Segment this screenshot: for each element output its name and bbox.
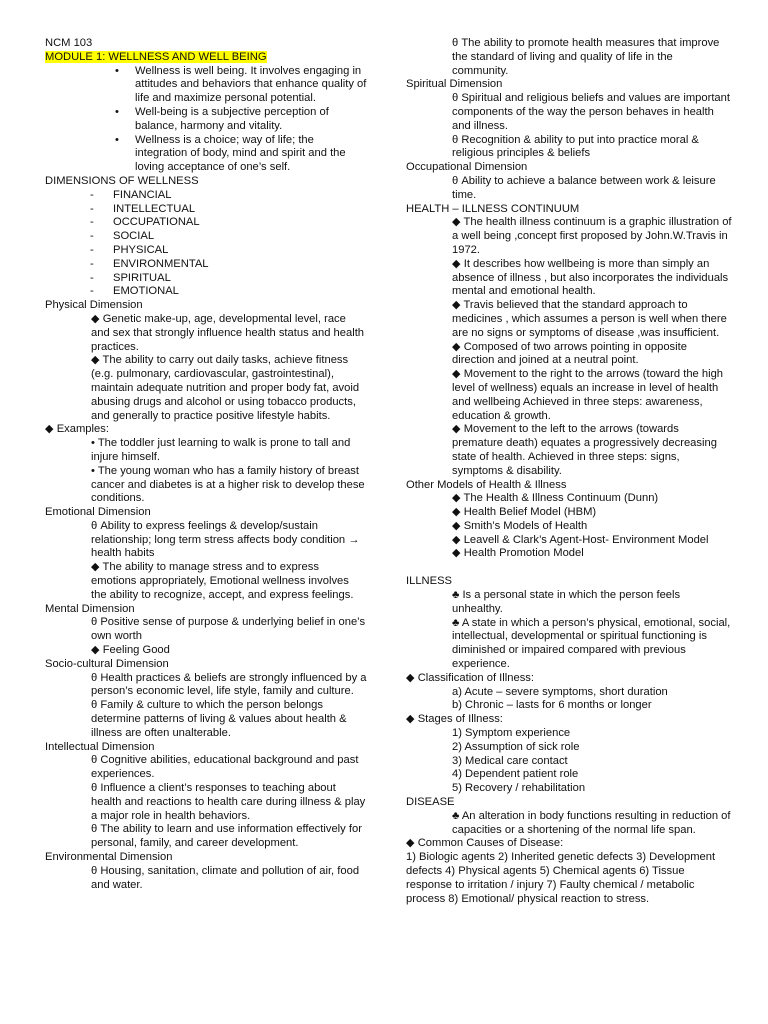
sociocultural-point: θ Family & culture to which the person belongs determine patterns of living & values about health & illness are often unalterable. (91, 699, 347, 739)
dimension-label: INTELLECTUAL (113, 202, 196, 215)
intro-bullet-list (45, 65, 367, 175)
dimension-item (45, 244, 367, 258)
intro-bullet-text: Well-being is a subjective perception of balance, harmony and vitality. (135, 105, 329, 132)
dash-icon: - (90, 188, 94, 201)
module-title (45, 51, 367, 65)
dimension-item (45, 230, 367, 244)
emotional-point: ◆ The ability to manage stress and to express emotions appropriately, Emotional wellness involves the ability to recognize, accept, and express feelings. (91, 561, 354, 601)
spiritual-heading: Spiritual Dimension (406, 78, 503, 91)
sociocultural-point: θ Health practices & beliefs are strongly influenced by a person’s economic level, life style, family and culture. (91, 671, 367, 698)
stage-item: 3) Medical care contact (452, 754, 568, 767)
illness-point: ♣ A state in which a person’s physical, emotional, social, intellectual, developmental or spiritual functioning is diminished or impaired compared with previous experience. (452, 616, 731, 671)
intellectual-point: θ Influence a client’s responses to teaching about health and reactions to health care during illness & play a major role in health behaviors. (91, 782, 366, 822)
dash-icon: - (90, 216, 94, 229)
examples-heading: ◆ Examples: (45, 423, 109, 436)
physical-point: ◆ Genetic make-up, age, developmental level, race and sex that strongly influence health status and health practices. (91, 312, 365, 353)
mental-heading: Mental Dimension (45, 602, 135, 615)
dimension-label: EMOTIONAL (113, 285, 179, 298)
intro-bullet (45, 134, 367, 175)
bullet-icon: • (115, 64, 119, 77)
course-code: NCM 103 (45, 37, 93, 49)
causes-text: 1) Biologic agents 2) Inherited genetic defects 3) Development defects 4) Physical agents 5) Chemical agents 6) Tissue response to irritation / injury 7) Faulty chemical / metabolic process 8) Emotional/ physical reaction to stress. (406, 851, 716, 905)
causes-heading: ◆ Common Causes of Disease: (406, 837, 564, 850)
dash-icon: - (90, 285, 94, 298)
spiritual-point: θ Recognition & ability to put into practice moral & religious principles & beliefs (452, 133, 699, 160)
emotional-heading: Emotional Dimension (45, 506, 151, 519)
emotional-point: θ Ability to express feelings & develop/sustain relationship; long term stress affects body condition → health habits (91, 519, 360, 560)
dimension-label: OCCUPATIONAL (113, 216, 200, 229)
environmental-point: θ Housing, sanitation, climate and pollution of air, food and water. (91, 864, 360, 891)
example-item: • The toddler just learning to walk is prone to tall and injure himself. (91, 437, 351, 463)
dimensions-heading: DIMENSIONS OF WELLNESS (45, 174, 199, 187)
physical-point: ◆ The ability to carry out daily tasks, achieve fitness (e.g. pulmonary, cardiovascular, gastrointestinal), maintain adequate nutrition and proper body fat, avoid abusing drugs and alcohol or using tobacco products, and generally to practice positive lifestyle habits. (91, 354, 360, 422)
module-title-highlight: MODULE 1: WELLNESS AND WELL BEING (45, 50, 267, 63)
dimension-label: PHYSICAL (113, 243, 169, 256)
sociocultural-heading: Socio-cultural Dimension (45, 657, 169, 670)
continuum-point: ◆ Movement to the left to the arrows (towards premature death) equates a progressively decreasing state of health. Achieved in three steps: signs, symptoms & disability. (452, 423, 717, 477)
disease-point: ♣ An alteration in body functions resulting in reduction of capacities or a shortening of the normal life span. (452, 809, 731, 836)
continuum-point: ◆ Composed of two arrows pointing in opposite direction and joined at a neutral point. (452, 340, 687, 367)
illness-heading: ILLNESS (406, 575, 453, 588)
continuum-heading: HEALTH – ILLNESS CONTINUUM (406, 202, 580, 215)
dash-icon: - (90, 202, 94, 215)
intro-bullet-text: Wellness is a choice; way of life; the integration of body, mind and spirit and the loving acceptance of one’s self. (135, 133, 346, 174)
model-item: ◆ The Health & Illness Continuum (Dunn) (452, 492, 659, 505)
model-item: ◆ Health Promotion Model (452, 547, 584, 560)
environmental-heading: Environmental Dimension (45, 851, 173, 864)
stage-item: 5) Recovery / rehabilitation (452, 782, 586, 795)
disease-heading: DISEASE (406, 796, 455, 809)
intro-bullet-text: Wellness is well being. It involves engaging in attitudes and behaviors that enhance quality of life and maximize personal potential. (135, 64, 367, 105)
intro-bullet (45, 106, 367, 134)
dimension-label: FINANCIAL (113, 188, 172, 201)
dash-icon: - (90, 257, 94, 270)
dash-icon: - (90, 230, 94, 243)
dimension-label: SPIRITUAL (113, 271, 171, 284)
stages-heading: ◆ Stages of Illness: (406, 713, 503, 726)
environmental-point-continued: θ The ability to promote health measures that improve the standard of living and quality of life in the community. (452, 37, 720, 77)
illness-point: ♣ Is a personal state in which the person feels unhealthy. (452, 589, 681, 615)
dimension-item (45, 285, 367, 299)
bullet-icon: • (115, 105, 119, 118)
dimension-label: ENVIRONMENTAL (113, 257, 209, 270)
model-item: ◆ Smith’s Models of Health (452, 519, 588, 532)
right-column (406, 37, 732, 906)
example-item: • The young woman who has a family history of breast cancer and diabetes is at a higher risk to develop these conditions. (91, 464, 365, 505)
occupational-point: θ Ability to achieve a balance between work & leisure time. (452, 174, 716, 201)
other-models-heading: Other Models of Health & Illness (406, 478, 567, 491)
stage-item: 4) Dependent patient role (452, 768, 579, 781)
dimension-item (45, 203, 367, 217)
mental-point: θ Positive sense of purpose & underlying belief in one’s own worth (91, 616, 366, 643)
intellectual-point: θ Cognitive abilities, educational background and past experiences. (91, 754, 359, 781)
left-column (45, 37, 367, 892)
dimension-item (45, 216, 367, 230)
dimension-item (45, 189, 367, 203)
dimension-item (45, 272, 367, 286)
model-item-leavell: ◆ Leavell & Clark’s Agent-Host- Environment Model (452, 533, 709, 546)
model-item: ◆ Health Belief Model (HBM) (452, 506, 597, 519)
classification-item: a) Acute – severe symptoms, short duration (452, 685, 668, 698)
intellectual-point: θ The ability to learn and use information effectively for personal, family, and career development. (91, 823, 362, 850)
mental-point: ◆ Feeling Good (91, 644, 170, 657)
intro-bullet (45, 65, 367, 106)
stage-item: 1) Symptom experience (452, 727, 571, 740)
spiritual-point: θ Spiritual and religious beliefs and values are important components of the way the person behaves in health and illness. (452, 92, 730, 132)
continuum-point: ◆ The health illness continuum is a graphic illustration of a well being ,concept first proposed by John.W.Travis in 1972. (452, 216, 732, 256)
continuum-point: ◆ Travis believed that the standard approach to medicines , which assumes a person is well when there are no signs or symptoms of disease ,was insufficient. (452, 299, 727, 339)
intellectual-heading: Intellectual Dimension (45, 740, 155, 753)
stage-item: 2) Assumption of sick role (452, 740, 580, 753)
dimension-item (45, 258, 367, 272)
dash-icon: - (90, 243, 94, 256)
dash-icon: - (90, 271, 94, 284)
classification-item: b) Chronic – lasts for 6 months or longer (452, 699, 652, 712)
dimension-label: SOCIAL (113, 230, 155, 243)
dimensions-list (45, 189, 367, 299)
occupational-heading: Occupational Dimension (406, 161, 528, 174)
classification-heading: ◆ Classification of Illness: (406, 671, 534, 684)
physical-heading: Physical Dimension (45, 299, 143, 312)
continuum-point: ◆ It describes how wellbeing is more than simply an absence of illness , but also incorporates the individuals mental and emotional health. (452, 257, 729, 298)
bullet-icon: • (115, 133, 119, 146)
continuum-point: ◆ Movement to the right to the arrows (toward the high level of wellness) equals an increase in level of health and wellbeing Achieved in three steps: awareness, education & growth. (452, 368, 724, 422)
